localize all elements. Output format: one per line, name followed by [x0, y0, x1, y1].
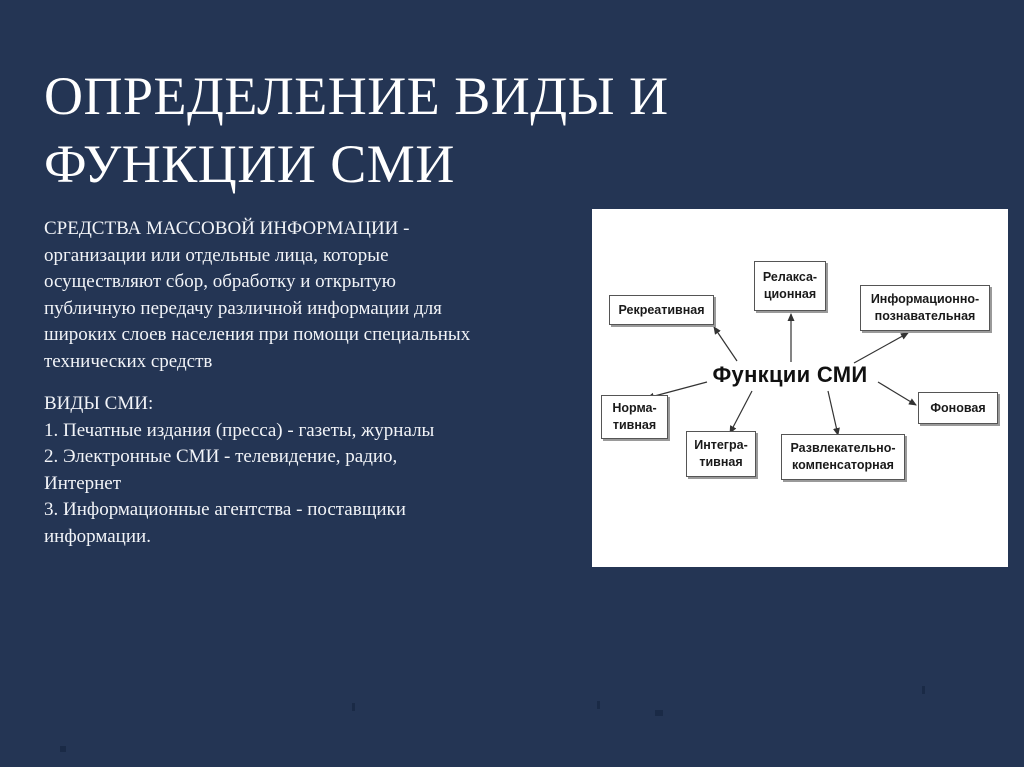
arrow-to-informational [854, 333, 908, 363]
arrow-to-recreational [714, 327, 737, 361]
node-label: Фоновая [930, 400, 986, 415]
definition-text [44, 216, 574, 375]
media-types-heading: ВИДЫ СМИ: [44, 393, 154, 414]
definition-line: организации или отдельные лица, которые [44, 244, 389, 266]
definition-line: публичную передачу различной информации для [44, 297, 442, 319]
arrow-to-integrative [730, 391, 752, 433]
node-label: Рекреативная [618, 302, 705, 317]
definition-line: СРЕДСТВА МАССОВОЙ ИНФОРМАЦИИ - [44, 218, 410, 239]
node-label: тивная [699, 455, 743, 469]
media-types-list [44, 391, 564, 550]
decorative-speck [655, 710, 663, 716]
media-type-item: 3. Информационные агентства - поставщики [44, 499, 406, 520]
node-informational [860, 285, 990, 331]
node-recreational [609, 295, 714, 325]
decorative-speck [597, 701, 600, 709]
decorative-speck [922, 686, 925, 694]
node-label: Развлекательно- [790, 441, 896, 455]
functions-diagram [592, 209, 1008, 567]
node-label: Релакса- [762, 270, 818, 284]
node-label: ционная [763, 287, 817, 301]
title-line-1: ОПРЕДЕЛЕНИЕ ВИДЫ И [44, 66, 669, 126]
node-label: компенсаторная [792, 458, 894, 472]
definition-line: технических средств [44, 350, 213, 372]
node-label: познавательная [874, 309, 976, 323]
node-label: Интегра- [694, 438, 748, 452]
node-background [918, 392, 998, 424]
media-type-item: информации. [44, 525, 151, 547]
node-relaxation [754, 261, 826, 311]
node-label: Информационно- [870, 292, 980, 306]
decorative-speck [60, 746, 66, 752]
slide-title [44, 62, 804, 198]
title-line-2: ФУНКЦИИ СМИ [44, 134, 455, 194]
decorative-speck [352, 703, 355, 711]
diagram-center-label: Функции СМИ [712, 362, 868, 387]
node-entertainment [781, 434, 905, 480]
node-integrative [686, 431, 756, 477]
media-type-item: 1. Печатные издания (пресса) - газеты, журналы [44, 419, 435, 441]
node-label: тивная [612, 418, 657, 432]
media-type-item: Интернет [44, 472, 122, 494]
arrow-to-entertainment [828, 391, 838, 435]
arrow-to-background [878, 382, 916, 405]
definition-line: широких слоев населения при помощи специальных [44, 324, 471, 345]
definition-line: осуществляют сбор, обработку и открытую [44, 271, 396, 292]
node-normative [601, 395, 668, 439]
media-type-item: 2. Электронные СМИ - телевидение, радио, [44, 446, 398, 467]
node-label: Норма- [612, 401, 657, 415]
